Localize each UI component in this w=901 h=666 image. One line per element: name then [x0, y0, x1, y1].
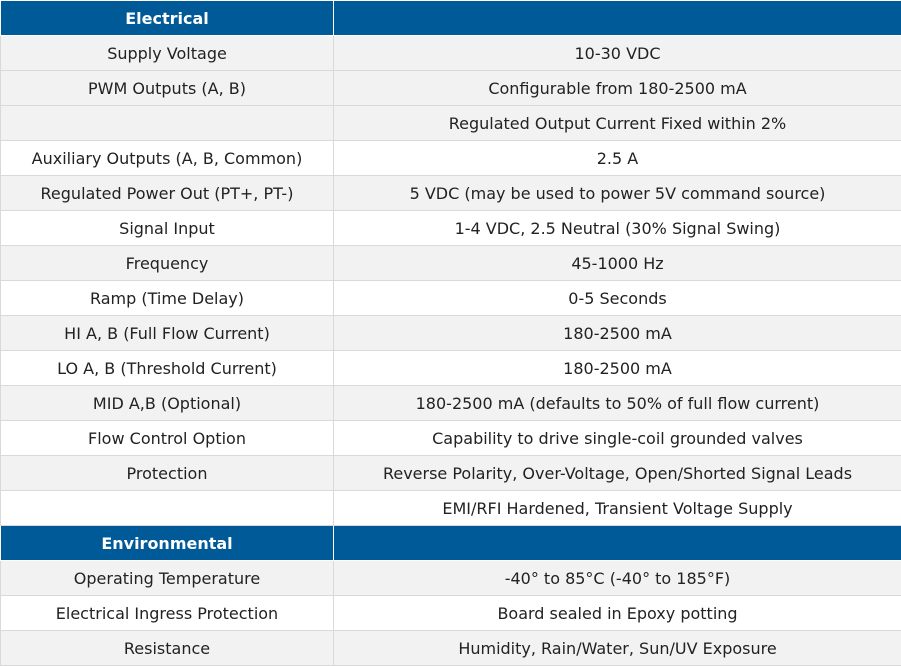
row-label: Ramp (Time Delay) [1, 281, 334, 316]
row-label: PWM Outputs (A, B) [1, 71, 334, 106]
row-value: 2.5 A [334, 141, 901, 176]
row-value: 180-2500 mA (defaults to 50% of full flow current) [334, 386, 901, 421]
table-row [1, 491, 901, 526]
row-value: Regulated Output Current Fixed within 2% [334, 106, 901, 141]
row-value: 45-1000 Hz [334, 246, 901, 281]
table-row [1, 631, 901, 666]
section-header-blank [334, 526, 901, 561]
row-value: Board sealed in Epoxy potting [334, 596, 901, 631]
table-row [1, 36, 901, 71]
row-label: Auxiliary Outputs (A, B, Common) [1, 141, 334, 176]
section-header-blank [334, 1, 901, 36]
row-label [1, 491, 334, 526]
section-title: Electrical [1, 1, 334, 36]
table-row [1, 71, 901, 106]
table-row [1, 561, 901, 596]
row-value: -40° to 85°C (-40° to 185°F) [334, 561, 901, 596]
row-label: Protection [1, 456, 334, 491]
table-row [1, 386, 901, 421]
table-row [1, 176, 901, 211]
table-row [1, 456, 901, 491]
table-row [1, 596, 901, 631]
row-value: Configurable from 180-2500 mA [334, 71, 901, 106]
row-label: Operating Temperature [1, 561, 334, 596]
row-label: Supply Voltage [1, 36, 334, 71]
row-value: 1-4 VDC, 2.5 Neutral (30% Signal Swing) [334, 211, 901, 246]
row-label: Flow Control Option [1, 421, 334, 456]
row-value: Humidity, Rain/Water, Sun/UV Exposure [334, 631, 901, 666]
row-value: EMI/RFI Hardened, Transient Voltage Supply [334, 491, 901, 526]
row-value: Capability to drive single-coil grounded valves [334, 421, 901, 456]
row-label: Frequency [1, 246, 334, 281]
row-label: Electrical Ingress Protection [1, 596, 334, 631]
table-row [1, 211, 901, 246]
table-row [1, 351, 901, 386]
row-value: 10-30 VDC [334, 36, 901, 71]
table-row [1, 141, 901, 176]
row-label: Regulated Power Out (PT+, PT-) [1, 176, 334, 211]
table-row [1, 421, 901, 456]
table-row [1, 106, 901, 141]
table-row [1, 281, 901, 316]
row-value: Reverse Polarity, Over-Voltage, Open/Shorted Signal Leads [334, 456, 901, 491]
row-label [1, 106, 334, 141]
row-label: Signal Input [1, 211, 334, 246]
row-label: MID A,B (Optional) [1, 386, 334, 421]
section-header-electrical [1, 1, 901, 36]
table-row [1, 246, 901, 281]
row-value: 5 VDC (may be used to power 5V command source) [334, 176, 901, 211]
section-header-environmental [1, 526, 901, 561]
row-label: HI A, B (Full Flow Current) [1, 316, 334, 351]
table-row [1, 316, 901, 351]
row-label: Resistance [1, 631, 334, 666]
section-title: Environmental [1, 526, 334, 561]
row-value: 0-5 Seconds [334, 281, 901, 316]
row-value: 180-2500 mA [334, 351, 901, 386]
row-label: LO A, B (Threshold Current) [1, 351, 334, 386]
row-value: 180-2500 mA [334, 316, 901, 351]
